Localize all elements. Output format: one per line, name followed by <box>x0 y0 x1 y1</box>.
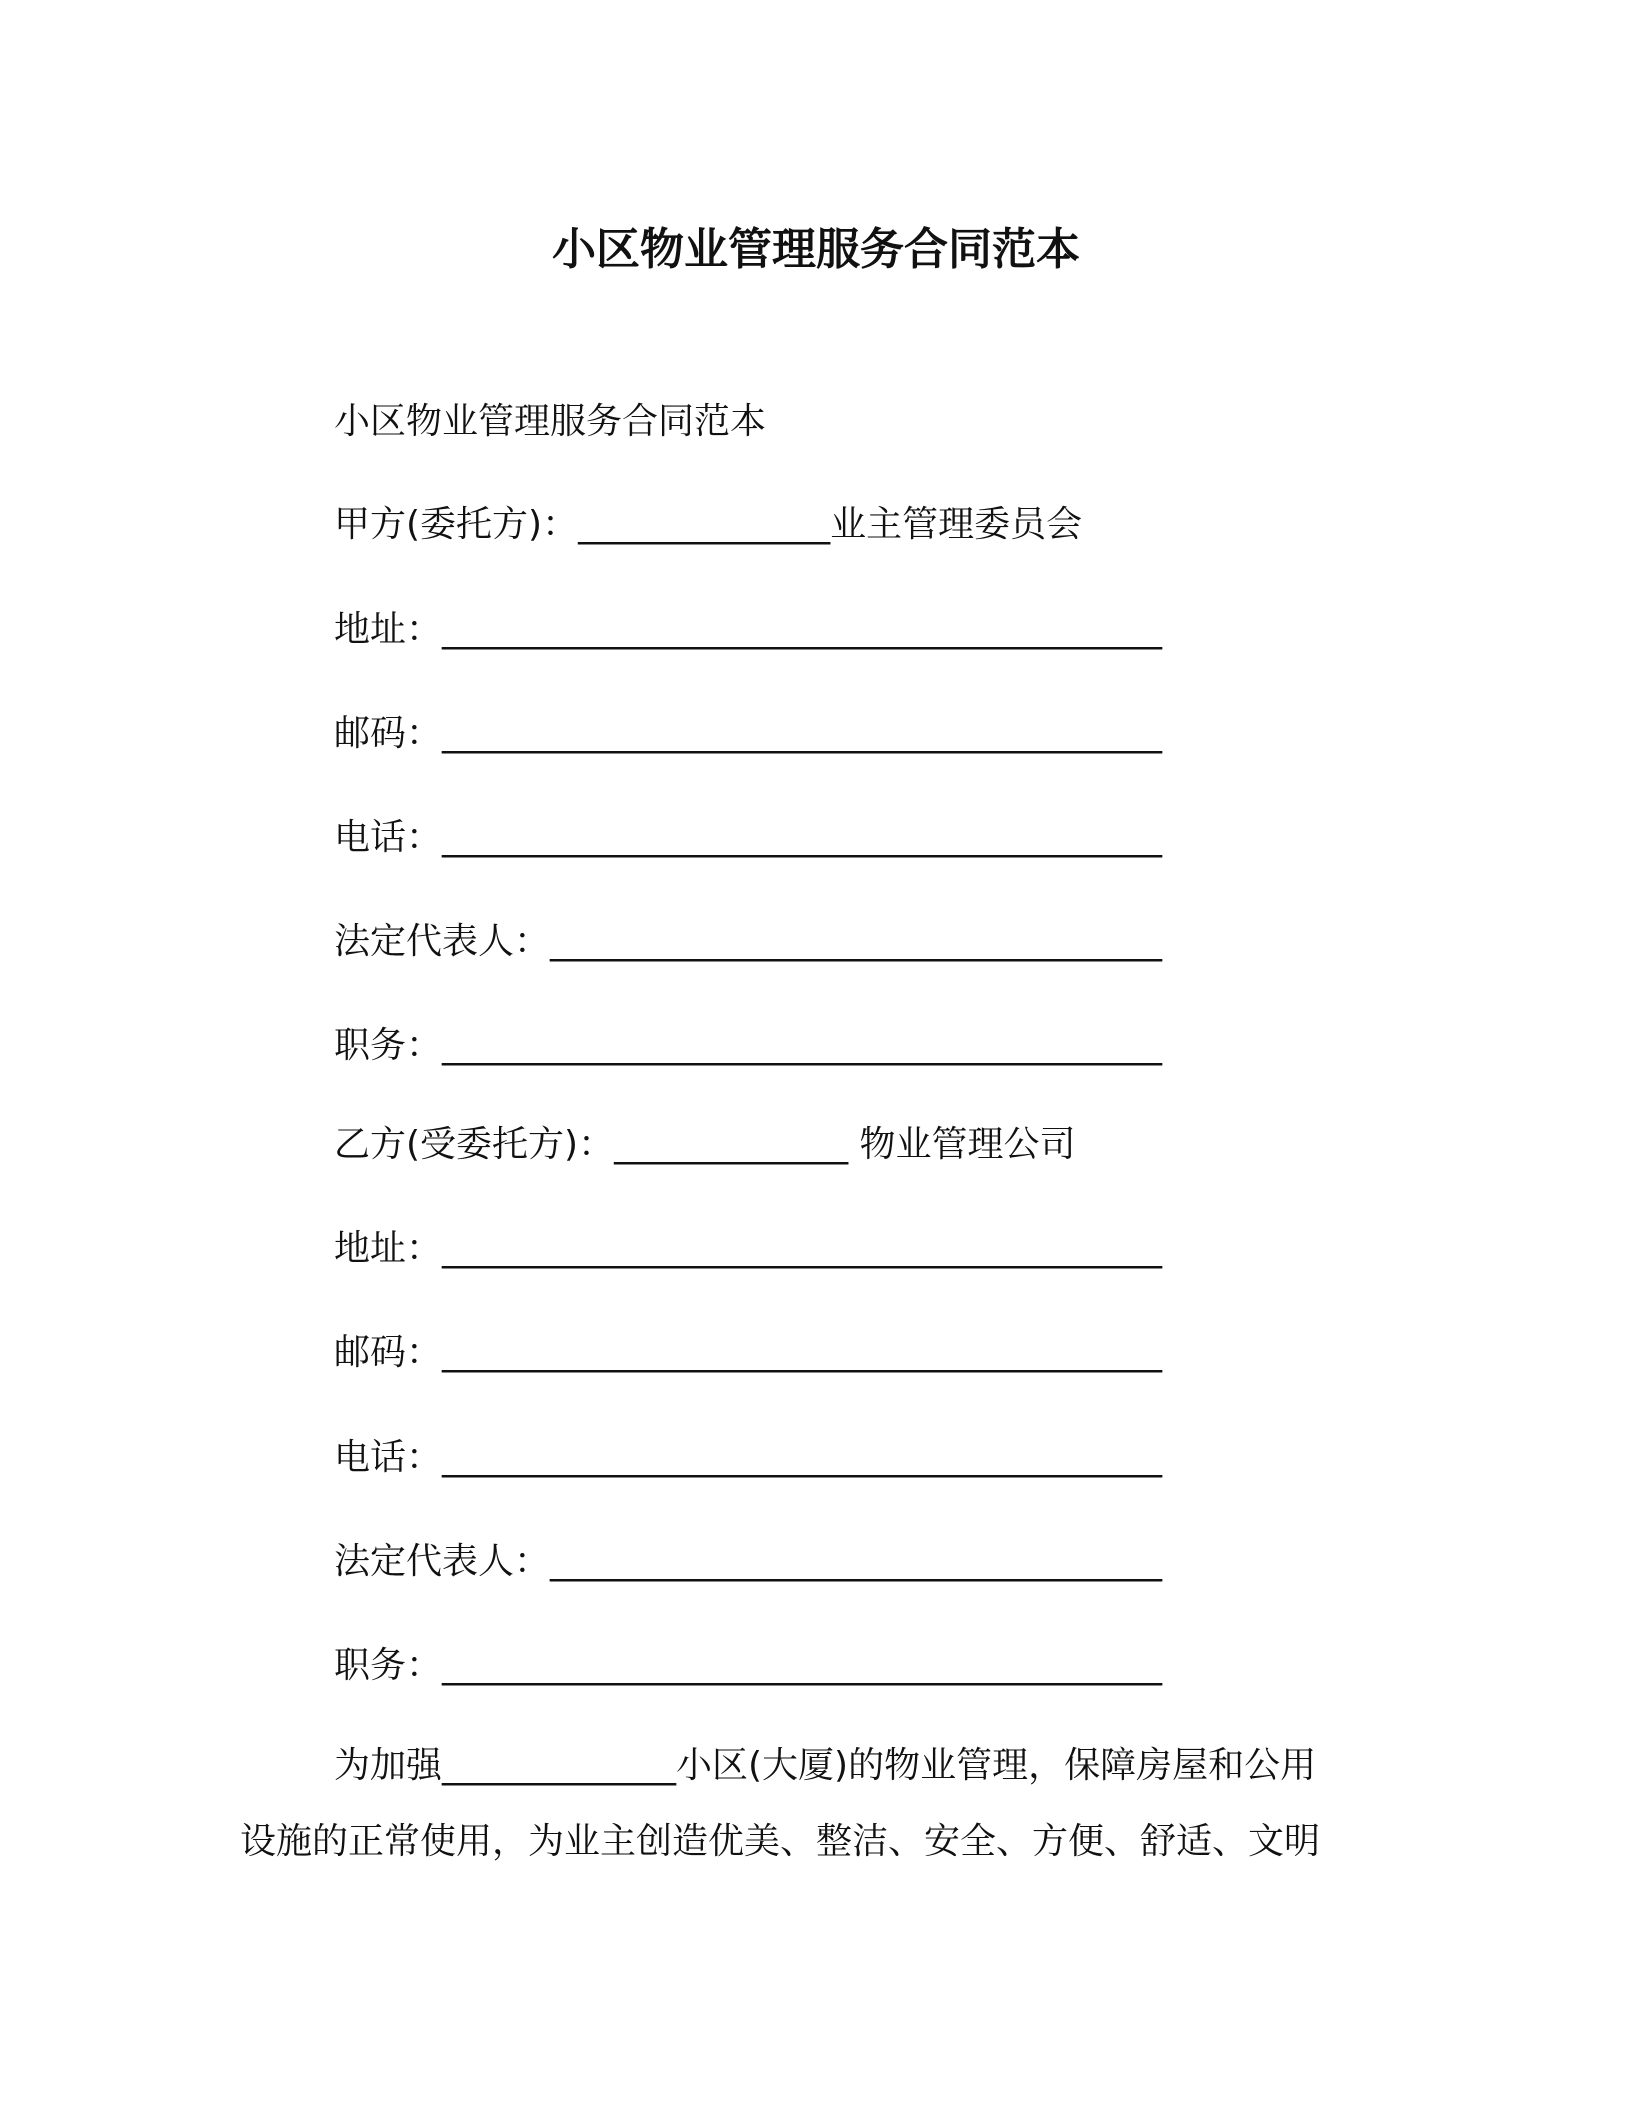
party-b-line: 乙方(受委托方)：_____________ 物业管理公司 <box>334 1124 1076 1165</box>
document-title: 小区物业管理服务合同范本 <box>552 224 1080 275</box>
party-a-phone: 电话：________________________________________ <box>334 817 1163 858</box>
party-a-address: 地址：________________________________________ <box>334 609 1163 650</box>
party-a-position: 职务：________________________________________ <box>334 1025 1163 1066</box>
paragraph-line-2: 设施的正常使用，为业主创造优美、整洁、安全、方便、舒适、文明 <box>240 1821 1321 1862</box>
party-a-legal-rep: 法定代表人：__________________________________ <box>334 921 1163 962</box>
party-b-phone: 电话：________________________________________ <box>334 1437 1163 1478</box>
paragraph-line-1: 为加强_____________小区(大厦)的物业管理，保障房屋和公用 <box>334 1745 1317 1786</box>
party-b-address: 地址：________________________________________ <box>334 1228 1163 1269</box>
party-a-line: 甲方(委托方)：______________业主管理委员会 <box>334 504 1083 545</box>
party-b-legal-rep: 法定代表人：__________________________________ <box>334 1541 1163 1582</box>
party-b-position: 职务：________________________________________ <box>334 1645 1163 1686</box>
party-a-postcode: 邮码：________________________________________ <box>334 713 1163 754</box>
party-b-postcode: 邮码：________________________________________ <box>334 1332 1163 1373</box>
document-subtitle: 小区物业管理服务合同范本 <box>334 401 767 442</box>
